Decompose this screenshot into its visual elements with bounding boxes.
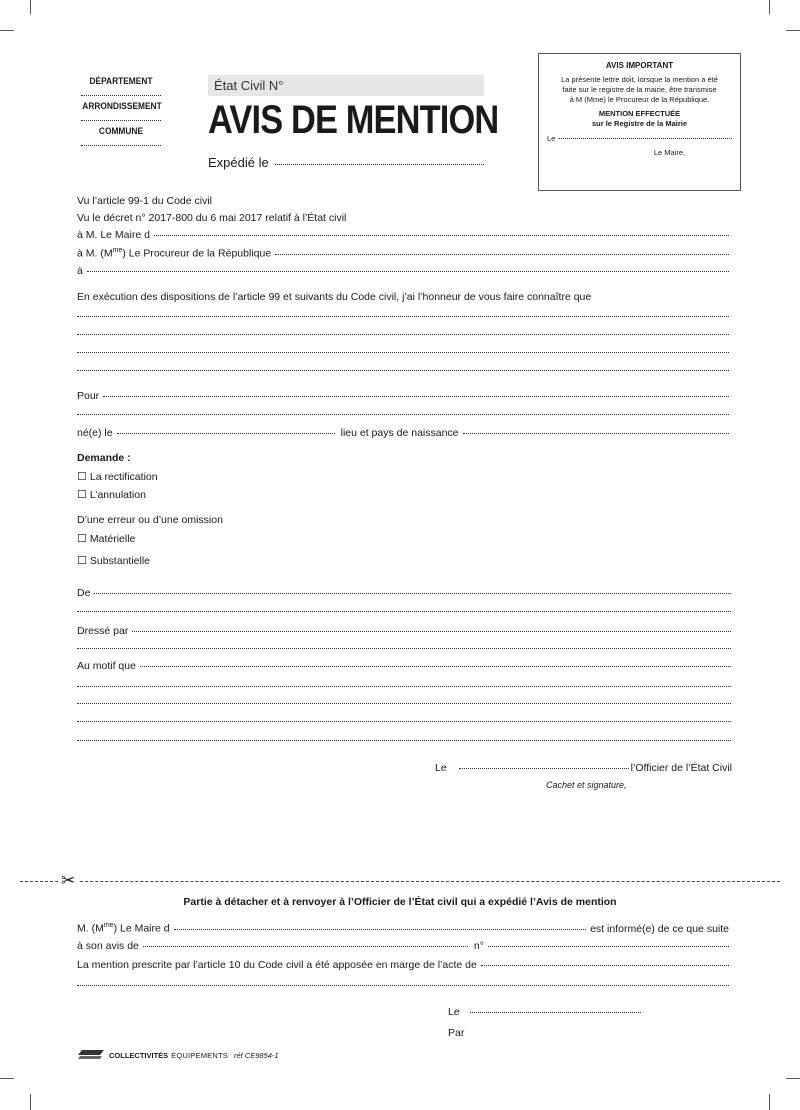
detach-informe-label: est informé(e) de ce que suite	[590, 922, 729, 935]
detach-avis-field[interactable]	[143, 946, 468, 947]
lieu-label: lieu et pays de naissance	[340, 427, 459, 439]
substantielle-option[interactable]	[77, 554, 150, 567]
erreur-label: D’une erreur ou d’une omission	[77, 514, 223, 526]
motif-field-continued[interactable]	[77, 703, 731, 704]
checkbox-icon[interactable]: ☐	[77, 471, 87, 483]
detach-acte-field[interactable]	[481, 965, 729, 966]
etat-civil-field[interactable]	[208, 75, 484, 96]
de-row	[77, 587, 731, 599]
rectification-option[interactable]	[77, 470, 158, 483]
dresse-par-row	[77, 625, 731, 637]
crop-mark	[30, 0, 31, 14]
demande-row	[77, 452, 131, 464]
vu-article-text: Vu l’article 99-1 du Code civil	[77, 195, 213, 207]
maire-label: à M. Le Maire d	[77, 229, 150, 241]
detach-num-field[interactable]	[488, 946, 729, 947]
crop-mark	[30, 1094, 31, 1110]
detach-num-label: n°	[473, 940, 484, 952]
notice-line: La présente lettre doit, lorsque la mention a été	[561, 75, 718, 84]
ne-le-label: né(e) le	[77, 427, 113, 439]
notice-date-field[interactable]	[559, 138, 732, 139]
crop-mark	[769, 1094, 770, 1110]
dresse-par-label: Dressé par	[77, 625, 129, 637]
detach-line3	[77, 959, 729, 971]
detach-le-field[interactable]	[470, 1012, 641, 1013]
commune-field[interactable]	[81, 145, 161, 146]
pour-row	[77, 390, 729, 402]
detach-heading: Partie à détacher et à renvoyer à l’Officier de l’État civil qui a expédié l’Avis de mention	[183, 896, 617, 908]
detach-par-label: Par	[448, 1027, 465, 1039]
expedie-row	[208, 155, 484, 170]
administrative-header	[77, 76, 165, 146]
motif-field-continued[interactable]	[77, 740, 731, 741]
detach-avis-label: à son avis de	[77, 940, 139, 952]
crop-mark	[786, 30, 800, 31]
a-row	[77, 265, 729, 277]
footer	[78, 1050, 279, 1060]
expedie-label: Expédié le	[208, 155, 269, 170]
procureur-field[interactable]	[275, 254, 729, 255]
de-label: De	[77, 587, 91, 599]
motif-field-continued[interactable]	[77, 686, 731, 687]
checkbox-icon[interactable]: ☐	[77, 489, 87, 501]
detach-le-row	[448, 1006, 641, 1018]
crop-mark	[0, 30, 14, 31]
detach-le-label: Le	[448, 1006, 460, 1018]
dresse-par-field-continued[interactable]	[77, 648, 731, 649]
birth-date-field[interactable]	[117, 433, 335, 434]
dresse-par-field[interactable]	[132, 631, 731, 632]
checkbox-icon[interactable]: ☐	[77, 555, 87, 567]
detach-maire-field[interactable]	[174, 929, 587, 930]
sign-le-label: Le	[435, 762, 447, 774]
detach-line1	[77, 922, 729, 935]
mention-subheading: sur le Registre de la Mairie	[591, 119, 688, 128]
departement-field[interactable]	[81, 95, 161, 96]
important-notice-box	[538, 53, 741, 191]
expedie-field[interactable]	[275, 164, 484, 165]
cachet-label: Cachet et signature,	[546, 780, 627, 790]
pour-field-continued[interactable]	[77, 414, 729, 415]
pour-label: Pour	[77, 390, 100, 402]
detach-acte-field-continued[interactable]	[77, 985, 729, 986]
notice-maire-label: Le Maire,	[653, 148, 686, 157]
pour-field[interactable]	[103, 396, 729, 397]
rectification-label: La rectification	[89, 471, 158, 483]
detach-line2	[77, 940, 729, 952]
annulation-label: L’annulation	[89, 489, 146, 501]
cut-line	[20, 881, 780, 882]
maire-row	[77, 229, 729, 241]
execution-field[interactable]	[77, 334, 729, 335]
motif-row	[77, 660, 731, 672]
scissors-icon: ✂	[58, 871, 78, 891]
brand-logo-icon	[78, 1050, 104, 1060]
vu-decret-text: Vu le décret n° 2017-800 du 6 mai 2017 relatif à l’État civil	[77, 212, 347, 224]
procureur-label: à M. $(M^{me})$ Le Procureur de la République	[77, 247, 272, 260]
motif-field-continued[interactable]	[77, 721, 731, 722]
page-title: AVIS DE MENTION	[208, 98, 499, 142]
commune-label: COMMUNE	[98, 126, 144, 137]
motif-label: Au motif que	[77, 660, 136, 672]
procureur-row	[77, 247, 729, 260]
notice-heading: AVIS IMPORTANT	[605, 61, 674, 70]
checkbox-icon[interactable]: ☐	[77, 533, 87, 545]
execution-row	[77, 291, 591, 303]
sign-date-field[interactable]	[459, 768, 629, 769]
a-label: à	[77, 265, 83, 277]
materielle-label: Matérielle	[89, 533, 136, 545]
brand-name-secondary: ÉQUIPEMENTS	[171, 1050, 228, 1060]
officier-label: l’Officier de l’État Civil	[630, 762, 732, 774]
crop-mark	[786, 1078, 800, 1079]
brand-name: COLLECTIVITÉS	[109, 1050, 169, 1060]
a-field[interactable]	[87, 271, 729, 272]
execution-field[interactable]	[77, 316, 729, 317]
annulation-option[interactable]	[77, 488, 146, 501]
maire-field[interactable]	[154, 235, 729, 236]
birth-place-field[interactable]	[463, 433, 729, 434]
detach-par-row	[448, 1027, 464, 1039]
arrondissement-label: ARRONDISSEMENT	[82, 101, 162, 112]
notice-le-label: Le	[547, 134, 556, 143]
demande-heading: Demande :	[77, 452, 131, 464]
departement-label: DÉPARTEMENT	[89, 76, 153, 87]
de-field[interactable]	[94, 593, 731, 594]
crop-mark	[769, 0, 770, 14]
execution-field[interactable]	[77, 370, 729, 371]
reference-code: réf CE9854-1	[233, 1050, 279, 1060]
execution-field[interactable]	[77, 352, 729, 353]
materielle-option[interactable]	[77, 532, 135, 545]
detach-maire-label: M. $(M^{me})$ Le Maire d	[77, 922, 170, 935]
arrondissement-field[interactable]	[81, 120, 161, 121]
execution-text: En exécution des dispositions de l’article 99 et suivants du Code civil, j’ai l’honneur de vous faire connaître que	[77, 291, 592, 303]
substantielle-label: Substantielle	[89, 555, 150, 567]
motif-field[interactable]	[140, 666, 731, 667]
de-field-continued[interactable]	[77, 611, 731, 612]
mention-heading: MENTION EFFECTUÉE	[598, 109, 681, 118]
etat-civil-label: État Civil N°	[214, 78, 284, 93]
notice-date-row	[547, 134, 732, 143]
vu-article-row	[77, 195, 212, 207]
detach-mention-label: La mention prescrite par l’article 10 du Code civil a été apposée en marge de l’acte de	[77, 959, 477, 971]
erreur-row	[77, 514, 223, 526]
signature-row	[435, 762, 732, 774]
vu-decret-row	[77, 212, 346, 224]
birth-row	[77, 427, 729, 439]
notice-line: à M (Mme) le Procureur de la République.	[569, 95, 710, 104]
crop-mark	[0, 1078, 14, 1079]
notice-line: faite sur le registre de la mairie, être transmise	[562, 85, 717, 94]
